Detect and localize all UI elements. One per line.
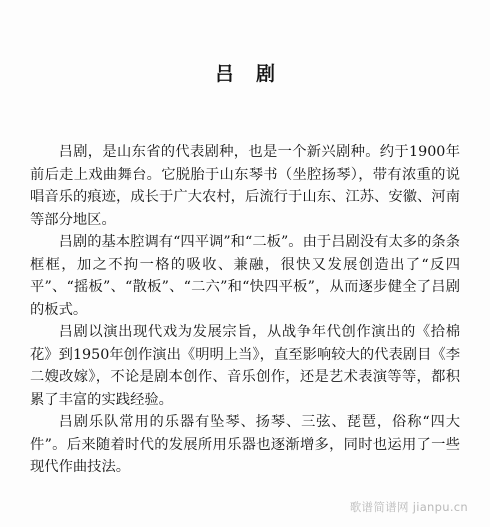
page-title: 吕剧 bbox=[214, 63, 297, 85]
article-body bbox=[30, 141, 460, 479]
paragraph-instruments: 吕剧乐队常用的乐器有坠琴、扬琴、三弦、琵琶，俗称“四大件”。后来随着时代的发展所用乐器也逐渐增多，同时也运用了一些现代作曲技法。 bbox=[30, 414, 460, 475]
site-watermark: 歌谱简谱网 jianpu.cn bbox=[349, 500, 468, 514]
paragraph-intro: 吕剧，是山东省的代表剧种，也是一个新兴剧种。约于1900年前后走上戏曲舞台。它脱胎于山东琴书（坐腔扬琴），带有浓重的说唱音乐的痕迹，成长于广大农村，后流行于山东、江苏、安徽、河南等部分地区。 bbox=[30, 144, 460, 228]
paragraph-repertoire: 吕剧以演出现代戏为发展宗旨，从战争年代创作演出的《拾棉花》到1950年创作演出《明明上当》，直至影响较大的代表剧目《李二嫂改嫁》，不论是剧本创作、音乐创作，还是艺术表演等等，都积累了丰富的实践经验。 bbox=[30, 324, 460, 408]
paragraph-tunes: 吕剧的基本腔调有“四平调”和“二板”。由于吕剧没有太多的条条框框，加之不拘一格的吸收、兼融，很快又发展创造出了“反四平”、“摇板”、“散板”、“二六”和“快四平板”，从而逐步健全了吕剧的板式。 bbox=[30, 234, 460, 318]
